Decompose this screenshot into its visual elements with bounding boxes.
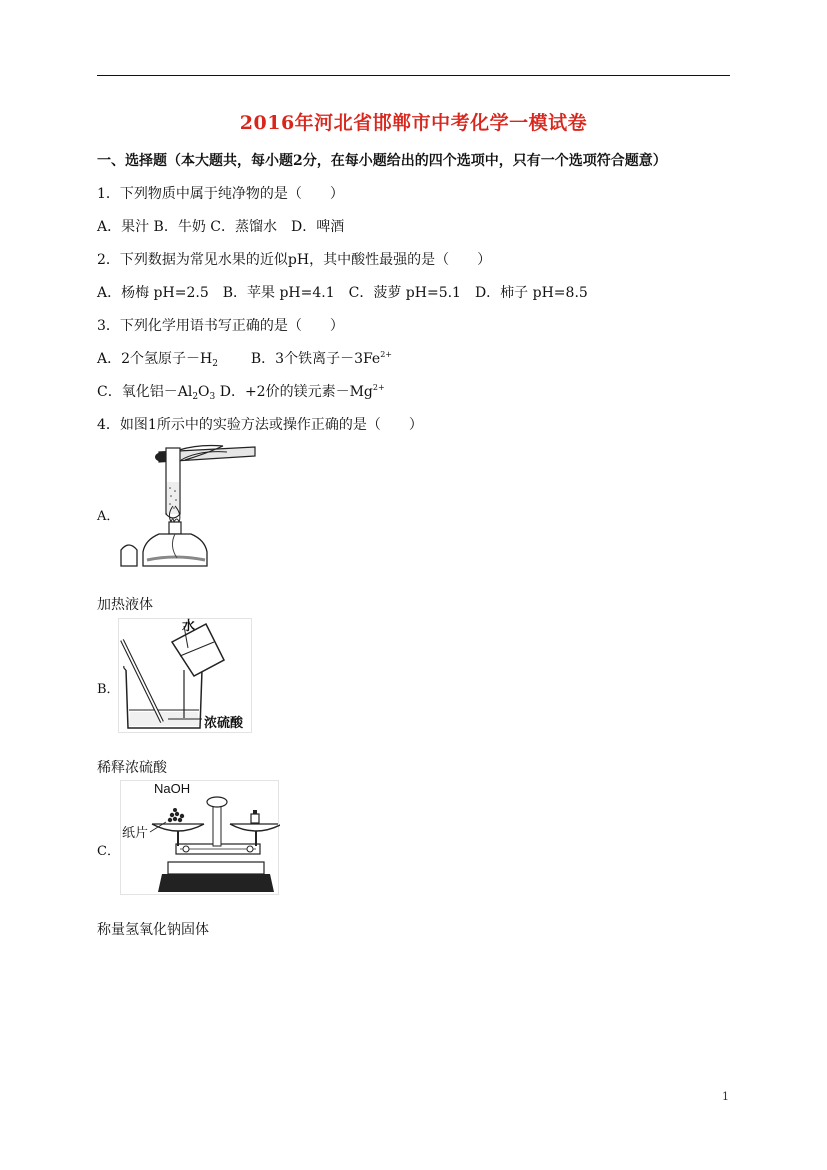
question-2-options: A．杨梅 pH=2.5 B．苹果 pH=4.1 C．菠萝 pH=5.1 D．柿子 pH=8.5	[97, 285, 588, 301]
q3-option-c-subscript-2: 3	[209, 392, 216, 402]
q4-figure-b-acid-label: 浓硫酸	[204, 716, 244, 731]
header-rule	[97, 75, 730, 76]
q4-option-b-label: B．	[97, 682, 120, 697]
section-heading: 一、选择题（本大题共，每小题2分，在每小题给出的四个选项中，只有一个选项符合题意）	[97, 153, 667, 169]
question-2-stem: 2．下列数据为常见水果的近似pH，其中酸性最强的是（ ）	[97, 252, 492, 268]
q4-figure-b-diluting-acid	[118, 618, 252, 733]
q4-option-c-label: C．	[97, 844, 120, 859]
q4-figure-c-naoh-label: NaOH	[154, 781, 191, 796]
q4-figure-a-heating-liquid	[119, 436, 259, 568]
question-4-stem: 4．如图1所示中的实验方法或操作正确的是（ ）	[97, 417, 423, 433]
q3-option-c-subscript-1: 2	[192, 392, 199, 402]
page-number: 1	[722, 1090, 729, 1103]
question-3-stem: 3．下列化学用语书写正确的是（ ）	[97, 318, 344, 334]
q3-option-b-superscript: 2+	[380, 350, 393, 359]
q4-option-a-label: A．	[97, 509, 120, 524]
page-title: 2016年河北省邯郸市中考化学一模试卷	[239, 112, 588, 134]
q3-option-b: B．3个铁离子－3Fe	[250, 351, 381, 367]
q3-option-a-subscript: 2	[212, 359, 218, 369]
question-3-options-cd	[97, 381, 385, 402]
q4-option-b-caption: 稀释浓硫酸	[97, 760, 167, 776]
q3-option-c: C．氧化铝－Al	[97, 384, 193, 400]
q3-option-d-superscript: 2+	[372, 383, 385, 392]
q3-option-c-oxygen: O	[198, 384, 210, 400]
q4-figure-b-water-label: 水	[182, 619, 196, 634]
q4-figure-c-paper-label: 纸片	[122, 826, 149, 841]
question-3-options-ab	[97, 348, 392, 369]
question-1-stem: 1．下列物质中属于纯净物的是（ ）	[97, 186, 344, 202]
q4-figure-c-weighing-naoh	[120, 780, 280, 895]
q4-option-c-caption: 称量氢氧化钠固体	[97, 922, 209, 938]
q4-option-a-caption: 加热液体	[97, 597, 153, 613]
q3-option-a: A．2个氢原子－H	[97, 351, 213, 367]
q3-option-d: D．+2价的镁元素－Mg	[219, 384, 373, 400]
question-1-options: A．果汁 B．牛奶 C．蒸馏水 D．啤酒	[97, 219, 345, 235]
